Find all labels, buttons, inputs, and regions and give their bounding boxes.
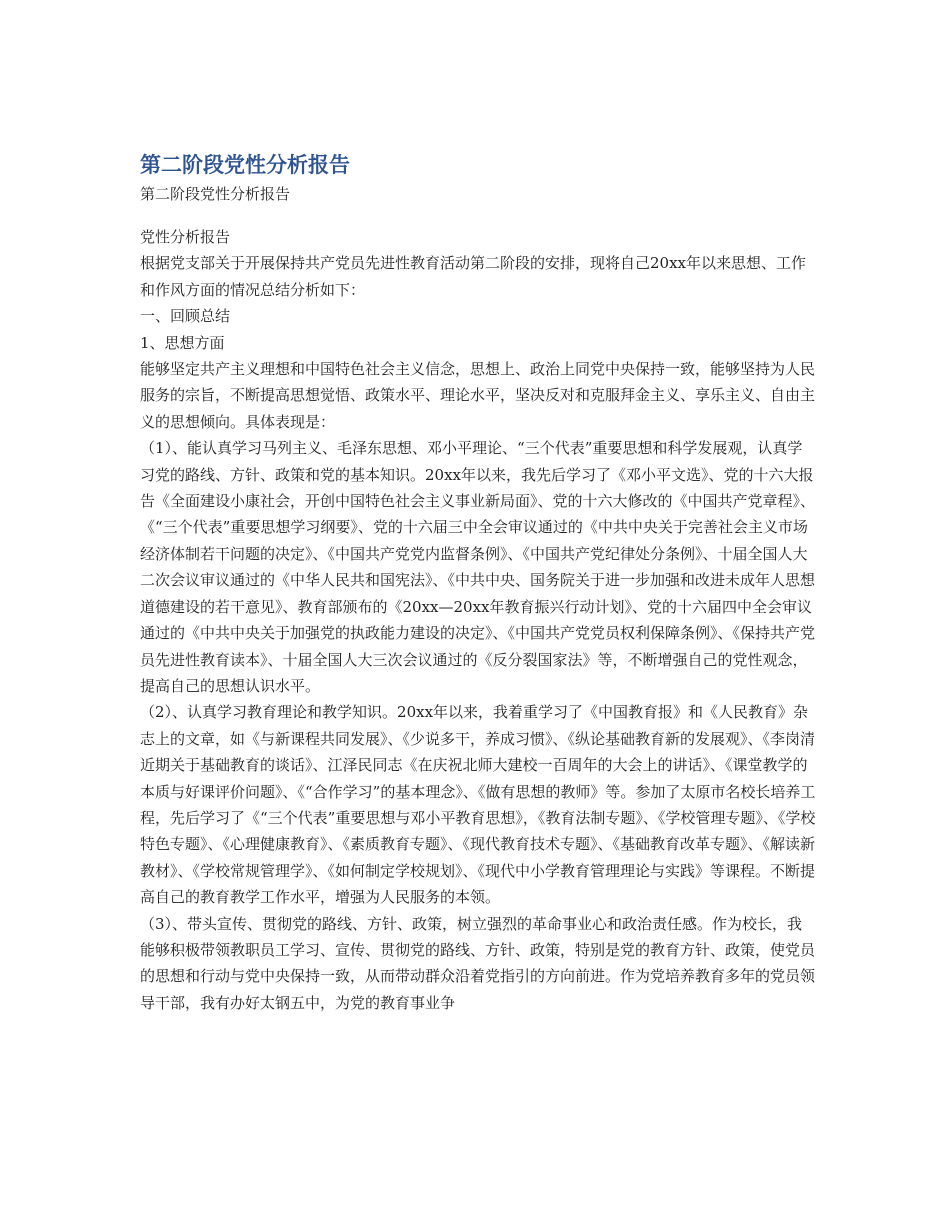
document-title: 第二阶段党性分析报告 <box>140 153 350 177</box>
subsection-heading: 1、思想方面 <box>140 333 225 352</box>
paragraph: （2）、认真学习教育理论和教学知识。20xx年以来，我着重学习了《中国教育报》和《人民教育》杂志上的文章，如《与新课程共同发展》、《少说多干，养成习惯》、《纵论基础教育新的发展观》、《李岗清近期关于基础教育的谈话》、江泽民同志《在庆祝北师大建校一百周年的大会上的讲话》、《课堂教学的本质与好课评价问题》、《“合作学习”的基本理念》、《做有思想的教师》等。参加了太原市名校长培养工程，先后学习了《“三个代表”重要思想与邓小平教育思想》，《教育法制专题》、《学校管理专题》、《学校特色专题》、《心理健康教育》、《素质教育专题》、《现代教育技术专题》、《基础教育改革专题》、《解读新教材》、《学校常规管理学》、《如何制定学校规划》、《现代中小学教育管理理论与实践》等课程。不断提高自己的教育教学工作水平，增强为人民服务的本领。 <box>140 703 816 907</box>
paragraph-heading: 党性分析报告 <box>140 228 231 246</box>
section-heading: 一、回顾总结 <box>140 307 231 326</box>
paragraph: 根据党支部关于开展保持共产党员先进性教育活动第二阶段的安排，现将自己20xx年以来思想、工作和作风方面的情况总结分析如下： <box>140 254 807 299</box>
document-body <box>140 148 816 1016</box>
paragraph: 能够坚定共产主义理想和中国特色社会主义信念，思想上、政治上同党中央保持一致，能够坚持为人民服务的宗旨，不断提高思想觉悟、政策水平、理论水平，坚决反对和克服拜金主义、享乐主义、自由主义的思想倾向。具体表现是： <box>140 360 816 431</box>
document-subtitle: 第二阶段党性分析报告 <box>140 185 291 203</box>
paragraph: （1）、能认真学习马列主义、毛泽东思想、邓小平理论、“三个代表”重要思想和科学发展观，认真学习党的路线、方针、政策和党的基本知识。20xx年以来，我先后学习了《邓小平文选》、党的十六大报告《全面建设小康社会，开创中国特色社会主义事业新局面》、党的十六大修改的《中国共产党章程》、《“三个代表”重要思想学习纲要》、党的十六届三中全会审议通过的《中共中央关于完善社会主义市场经济体制若干问题的决定》、《中国共产党党内监督条例》、《中国共产党纪律处分条例》、十届全国人大二次会议审议通过的《中华人民共和国宪法》、《中共中央、国务院关于进一步加强和改进未成年人思想道德建设的若干意见》、教育部颁布的《20xx—20xx年教育振兴行动计划》、党的十六届四中全会审议通过的《中共中央关于加强党的执政能力建设的决定》、《中国共产党党员权利保障条例》、《保持共产党员先进性教育读本》、十届全国人大三次会议通过的《反分裂国家法》等，不断增强自己的党性观念，提高自己的思想认识水平。 <box>140 439 816 695</box>
paragraph: （3）、带头宣传、贯彻党的路线、方针、政策，树立强烈的革命事业心和政治责任感。作为校长，我能够积极带领教职员工学习、宣传、贯彻党的路线、方针、政策，特别是党的教育方针、政策，使党员的思想和行动与党中央保持一致，从而带动群众沿着党指引的方向前进。作为党培养教育多年的党员领导干部，我有办好太钢五中，为党的教育事业争 <box>140 914 816 1012</box>
